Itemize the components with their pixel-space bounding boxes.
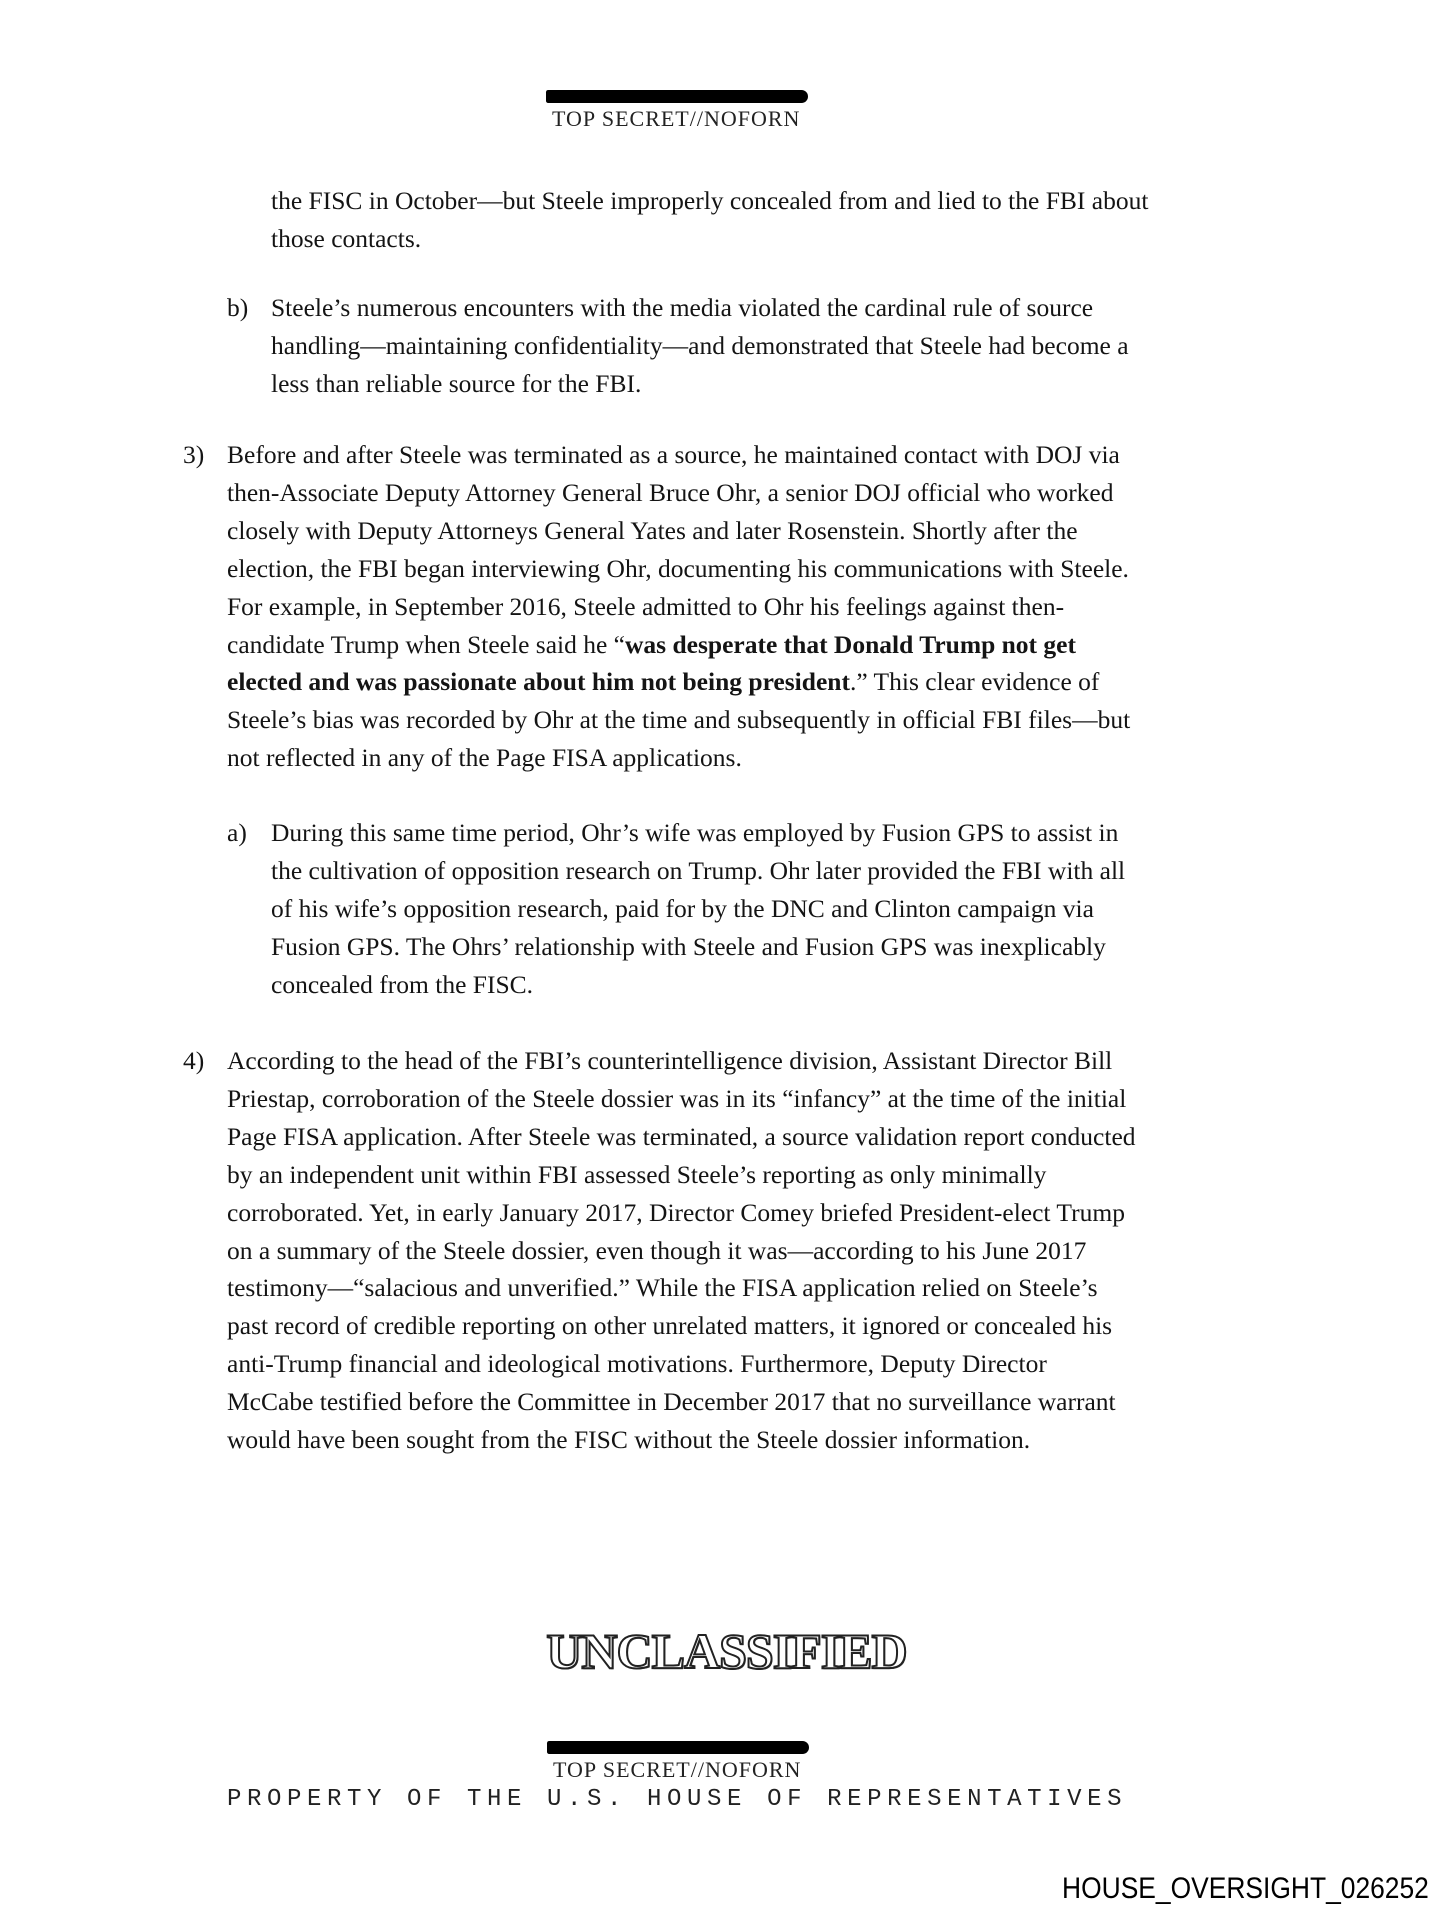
bold-quote: was desperate that Donald Trump not get: [625, 629, 1076, 659]
text-segment: past record of credible reporting on other unrelated matters, it ignored or concealed his: [227, 1311, 1113, 1341]
text-line: [227, 1273, 1098, 1303]
text-segment: Steele’s numerous encounters with the media violated the cardinal rule of source: [271, 293, 1094, 322]
text-segment: the cultivation of opposition research on Trump. Ohr later provided the FBI with all: [271, 855, 1126, 885]
text-line: [271, 818, 1118, 848]
text-line: [227, 1198, 1125, 1228]
text-line: [227, 1311, 1112, 1341]
text-line: [227, 1084, 1126, 1114]
text-line: [227, 516, 1078, 546]
text-segment: Fusion GPS. The Ohrs’ relationship with Steele and Fusion GPS was inexplicably: [271, 931, 1106, 961]
text-segment: on a summary of the Steele dossier, even though it was—according to his June 2017: [227, 1235, 1087, 1265]
text-segment: For example, in September 2016, Steele admitted to Ohr his feelings against then-: [227, 591, 1065, 621]
bold-quote: elected and was passionate about him not being president: [227, 667, 850, 697]
text-segment: Page FISA application. After Steele was terminated, a source validation report conducted: [227, 1121, 1136, 1151]
text-line: [271, 224, 421, 254]
list-marker: 4): [183, 1046, 205, 1075]
header-classification-marking: [552, 106, 800, 132]
text-line: [227, 1046, 1112, 1076]
text-segment: corroborated. Yet, in early January 2017, Director Comey briefed President-elect Trump: [227, 1197, 1125, 1227]
text-line: [227, 440, 1120, 470]
text-line: [227, 1425, 1030, 1455]
text-line: [271, 894, 1094, 924]
text-line: [227, 592, 1064, 622]
text-line: [227, 630, 1076, 660]
text-segment: then-Associate Deputy Attorney General Bruce Ohr, a senior DOJ official who worked: [227, 477, 1114, 507]
text-segment: those contacts.: [271, 223, 422, 253]
text-segment: the FISC in October—but Steele improperly concealed from and lied to the FBI about: [271, 186, 1149, 215]
text-line: [227, 1349, 1047, 1379]
text-segment: During this same time period, Ohr’s wife was employed by Fusion GPS to assist in: [271, 818, 1119, 847]
text-line: [271, 331, 1129, 361]
text-line: [227, 478, 1114, 508]
text-segment: Steele’s bias was recorded by Ohr at the time and subsequently in official FBI files—but: [227, 705, 1131, 735]
text-segment: .” This clear evidence of: [849, 667, 1100, 697]
text-segment: handling—maintaining confidentiality—and demonstrated that Steele had become a: [271, 330, 1129, 360]
text-segment: not reflected in any of the Page FISA applications.: [227, 743, 742, 773]
text-segment: According to the head of the FBI’s counterintelligence division, Assistant Director Bill: [227, 1046, 1113, 1075]
text-segment: by an independent unit within FBI assessed Steele’s reporting as only minimally: [227, 1159, 1047, 1189]
list-marker: 3): [183, 440, 205, 469]
text-line: [271, 293, 1093, 323]
text-segment: less than reliable source for the FBI.: [271, 368, 642, 398]
text-segment: McCabe testified before the Committee in December 2017 that no surveillance warrant: [227, 1387, 1116, 1417]
property-line: PROPERTY OF THE U.S. HOUSE OF REPRESENTATIVES: [227, 1786, 1128, 1813]
redaction-bar: [547, 1741, 809, 1754]
header-marking-text: TOP SECRET//NOFORN: [552, 106, 801, 131]
text-line: [227, 1122, 1136, 1152]
text-segment: candidate Trump when Steele said he “: [227, 629, 625, 659]
bates-number: HOUSE_OVERSIGHT_026252: [1062, 1872, 1429, 1905]
list-marker: a): [227, 818, 247, 847]
text-line: [271, 970, 533, 1000]
text-line: [227, 1236, 1086, 1266]
redaction-bar: [546, 90, 808, 103]
text-segment: anti-Trump financial and ideological motivations. Furthermore, Deputy Director: [227, 1349, 1047, 1379]
footer-classification-marking: [553, 1757, 801, 1783]
text-segment: would have been sought from the FISC without the Steele dossier information.: [227, 1425, 1031, 1454]
text-segment: election, the FBI began interviewing Ohr, documenting his communications with Steele.: [227, 553, 1129, 583]
text-line: [271, 856, 1125, 886]
text-segment: of his wife’s opposition research, paid for by the DNC and Clinton campaign via: [271, 893, 1094, 923]
text-line: [227, 1387, 1116, 1417]
text-line: [227, 667, 1099, 697]
text-line: [271, 932, 1106, 962]
text-segment: Priestap, corroboration of the Steele dossier was in its “infancy” at the time of the initial: [227, 1083, 1127, 1113]
text-line: [227, 1160, 1046, 1190]
text-line: [227, 705, 1130, 735]
classification-stamp: UNCLASSIFIED: [546, 1623, 907, 1679]
text-line: [227, 554, 1129, 584]
list-marker: b): [227, 293, 249, 322]
text-line: [227, 743, 742, 773]
text-segment: testimony—“salacious and unverified.” While the FISA application relied on Steele’s: [227, 1273, 1098, 1303]
text-line: [271, 369, 641, 399]
text-line: [271, 186, 1148, 216]
text-segment: Before and after Steele was terminated as a source, he maintained contact with DOJ via: [227, 440, 1120, 469]
footer-marking-text: TOP SECRET//NOFORN: [553, 1757, 802, 1782]
text-segment: concealed from the FISC.: [271, 969, 534, 999]
text-segment: closely with Deputy Attorneys General Yates and later Rosenstein. Shortly after the: [227, 515, 1078, 545]
